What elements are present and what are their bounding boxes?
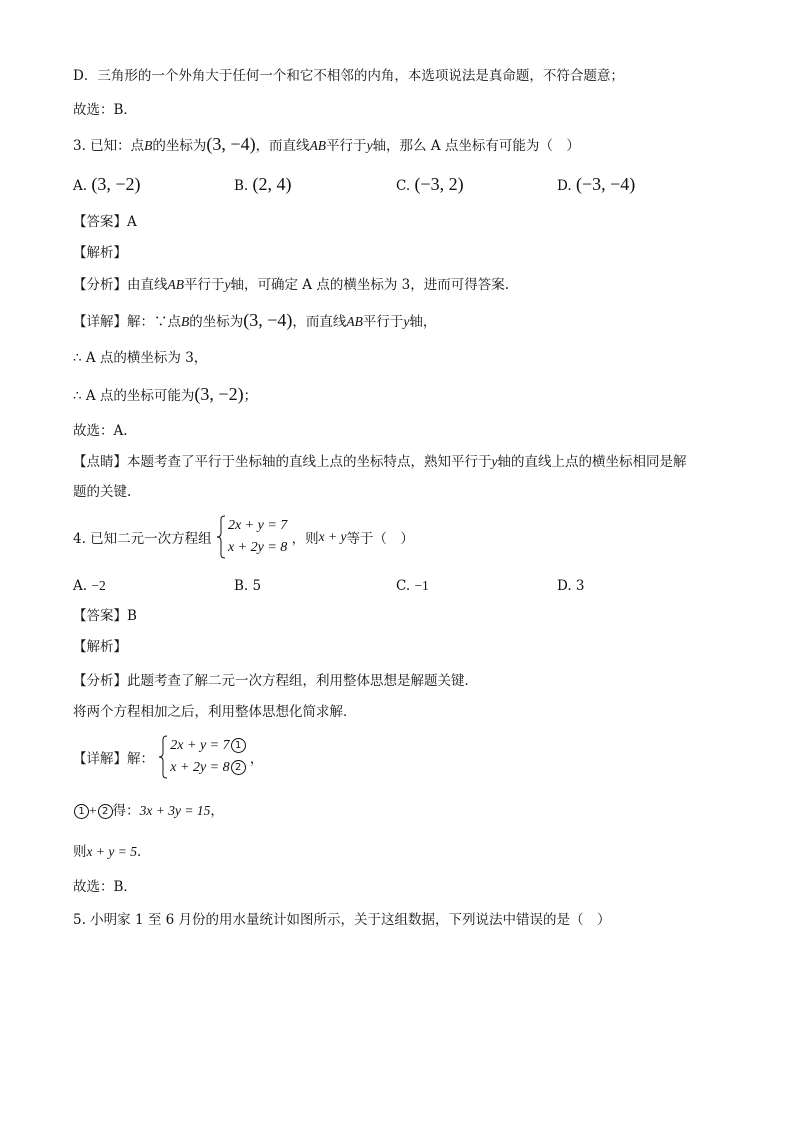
choice: 故选：B．	[73, 879, 137, 895]
option-b: B. (2, 4)	[234, 174, 292, 194]
option-d: D. 3	[557, 578, 585, 594]
detail: 【详解】解： 2x + y = 7 1 x + 2y = 8 2 ，	[73, 735, 263, 779]
step: ∴ A 点的坐标可能为(3, −2)；	[73, 384, 258, 404]
text-line: 故选：B．	[73, 102, 137, 118]
text: ，而直线	[255, 138, 310, 154]
option-c: C. (−3, 2)	[396, 174, 464, 194]
brace-icon	[216, 515, 226, 559]
math: y	[366, 138, 373, 153]
math: (3, −4)	[206, 134, 256, 154]
question-3	[73, 134, 580, 156]
text: 轴，那么 A 点坐标有可能为（ ）	[372, 138, 580, 154]
equation-system: 2x + y = 7 x + 2y = 8	[216, 515, 287, 559]
option-a: A. (3, −2)	[73, 174, 141, 194]
step: 1 + 2 得：3x + 3y = 15，	[73, 801, 224, 821]
analysis-heading: 【解析】	[73, 245, 127, 261]
brace-icon	[158, 735, 168, 779]
text: 的坐标为	[152, 138, 207, 154]
math: AB	[309, 138, 327, 153]
comment: 题的关键.	[73, 484, 132, 500]
answer: 【答案】B	[73, 608, 137, 624]
detail: 【详解】解：∵点B的坐标为(3, −4)，而直线AB平行于y轴，	[73, 310, 437, 330]
comment: 【点睛】本题考查了平行于坐标轴的直线上点的坐标特点，熟知平行于y轴的直线上点的横坐标相同是解	[73, 454, 687, 470]
text: 3. 已知：点	[73, 138, 145, 154]
analysis: 【分析】此题考查了解二元一次方程组，利用整体思想是解题关键．	[73, 673, 478, 689]
question-4: 4. 已知二元一次方程组 2x + y = 7 x + 2y = 8 ，则x + y等于（ ）	[73, 515, 414, 559]
math: B	[144, 138, 153, 153]
text-line: D．三角形的一个外角大于任何一个和它不相邻的内角，本选项说法是真命题，不符合题意；	[73, 68, 624, 84]
answer: 【答案】A	[73, 214, 137, 230]
analysis: 将两个方程相加之后，利用整体思想化简求解．	[73, 704, 357, 720]
option-d: D. (−3, −4)	[557, 174, 636, 194]
choice: 故选：A.	[73, 423, 128, 439]
option-b: B. 5	[234, 578, 262, 594]
text: 平行于	[326, 138, 367, 154]
option-c: C. −1	[396, 578, 429, 594]
analysis: 【分析】由直线AB平行于y轴，可确定 A 点的横坐标为 3，进而可得答案.	[73, 277, 510, 293]
question-5: 5. 小明家 1 至 6 月份的用水量统计如图所示，关于这组数据，下列说法中错误的是（ ）	[73, 912, 611, 928]
step: ∴ A 点的横坐标为 3，	[73, 350, 208, 366]
option-a: A. −2	[73, 578, 106, 594]
analysis-heading: 【解析】	[73, 639, 127, 655]
equation-system: 2x + y = 7 1 x + 2y = 8 2	[158, 735, 245, 779]
step: 则x + y = 5．	[73, 844, 151, 860]
